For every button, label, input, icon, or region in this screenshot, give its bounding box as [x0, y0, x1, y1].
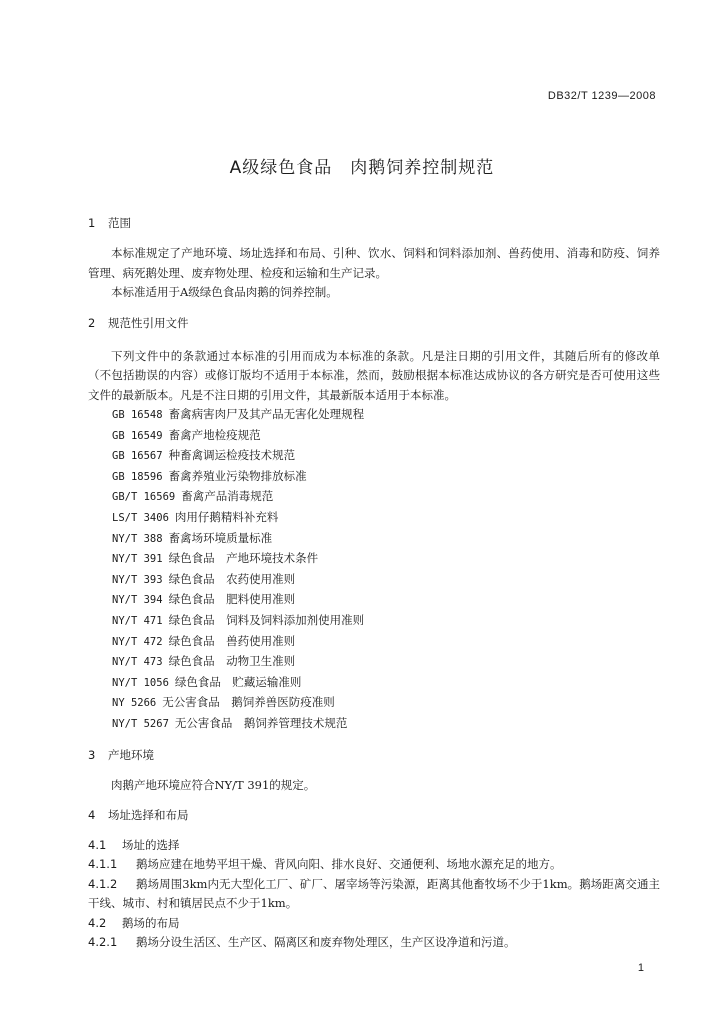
reference-code: GB 16548	[112, 409, 163, 421]
reference-title: 肉用仔鹅精料补充料	[174, 509, 279, 524]
scope-paragraph-1: 本标准规定了产地环境、场址选择和布局、引种、饮水、饲料和饲料添加剂、兽药使用、消毒和防疫、饲养管理、病死鹅处理、废弃物处理、检疫和运输和生产记录。	[88, 246, 660, 280]
document-title: A级绿色食品 肉鹅饲养控制规范	[229, 158, 495, 178]
reference-title: 畜禽病害肉尸及其产品无害化处理规程	[168, 407, 365, 421]
reference-item	[112, 487, 660, 508]
reference-code: LS/T 3406	[112, 511, 169, 524]
reference-code: GB 16567	[112, 450, 163, 463]
subsection-heading-4-2	[88, 914, 660, 933]
environment-paragraph: 肉鹅产地环境应符合NY/T 391的规定。	[111, 777, 316, 792]
section-heading-site-selection	[88, 806, 660, 825]
subsection-title: 鹅场的布局	[122, 915, 180, 930]
reference-title: 畜禽养殖业污染物排放标准	[168, 468, 307, 483]
section-heading-scope	[88, 214, 660, 233]
reference-title: 绿色食品 兽药使用准则	[168, 633, 296, 648]
subsection-number: 4.1	[88, 838, 107, 852]
reference-item	[112, 405, 660, 426]
reference-title: 绿色食品 动物卫生准则	[168, 654, 296, 669]
section-title: 产地环境	[108, 747, 154, 762]
clause-number: 4.1.1	[88, 857, 118, 871]
reference-item	[112, 673, 660, 694]
reference-item	[112, 693, 660, 714]
scope-paragraph-2: 本标准适用于A级绿色食品肉鹅的饲养控制。	[111, 285, 338, 299]
reference-item	[112, 446, 660, 467]
reference-item	[112, 652, 660, 673]
reference-title: 畜禽产品消毒规范	[181, 489, 274, 504]
subsection-title: 场址的选择	[122, 838, 180, 852]
reference-title: 绿色食品 肥料使用准则	[168, 592, 296, 607]
reference-code: NY/T 472	[112, 635, 163, 648]
reference-code: GB 18596	[112, 470, 163, 483]
reference-code: NY 5266	[112, 697, 157, 710]
clause-4-2-1	[88, 933, 660, 953]
reference-code: NY/T 1056	[112, 676, 169, 689]
reference-title: 无公害食品 鹅饲养管理技术规范	[174, 715, 348, 730]
clause-text: 鹅场分设生活区、生产区、隔离区和废弃物处理区，生产区设净道和污道。	[136, 934, 516, 949]
reference-code: NY/T 391	[112, 553, 163, 566]
reference-item	[112, 529, 660, 550]
reference-code: GB 16549	[112, 429, 163, 442]
page-number: 1	[637, 962, 644, 974]
reference-title: 绿色食品 农药使用准则	[168, 571, 296, 586]
reference-item	[112, 549, 660, 570]
reference-title: 种畜禽调运检疫技术规范	[168, 448, 296, 463]
reference-item	[112, 508, 660, 529]
reference-title: 无公害食品 鹅饲养兽医防疫准则	[162, 695, 335, 710]
section-title: 范围	[108, 216, 131, 230]
subsection-number: 4.2	[88, 915, 107, 930]
reference-item	[112, 714, 660, 735]
reference-item	[112, 467, 660, 488]
reference-code: NY/T 388	[112, 532, 163, 545]
references-intro: 下列文件中的条款通过本标准的引用而成为本标准的条款。凡是注日期的引用文件，其随后所有的修改单（不包括勘误的内容）或修订版均不适用于本标准，然而，鼓励根据本标准达成协议的各方研究是否可使用这些文件的最新版本。凡是不注日期的引用文件，其最新版本适用于本标准。	[88, 348, 660, 402]
subsection-heading-4-1	[88, 836, 660, 855]
reference-item	[112, 590, 660, 611]
section-heading-normative-references	[88, 314, 660, 333]
section-number: 3	[88, 747, 96, 762]
reference-list	[88, 405, 660, 735]
clause-number: 4.1.2	[88, 876, 118, 891]
section-number: 1	[88, 216, 96, 230]
reference-code: GB/T 16569	[112, 491, 176, 504]
reference-code: NY/T 5267	[112, 717, 169, 730]
reference-item	[112, 426, 660, 447]
reference-item	[112, 632, 660, 653]
reference-title: 畜禽产地检疫规范	[168, 427, 261, 442]
reference-code: NY/T 393	[112, 573, 163, 586]
reference-title: 绿色食品 贮藏运输准则	[174, 674, 302, 689]
section-number: 2	[88, 315, 96, 330]
section-heading-environment	[88, 746, 660, 765]
reference-title: 畜禽场环境质量标准	[168, 530, 273, 545]
document-body	[88, 214, 660, 952]
standard-code: DB32/T 1239—2008	[547, 90, 656, 102]
section-title: 场址选择和布局	[108, 808, 189, 822]
clause-4-1-2	[88, 875, 660, 914]
clause-text: 鹅场周围3km内无大型化工厂、矿厂、屠宰场等污染源，距离其他畜牧场不少于1km。鹅场距离交通主干线、城市、村和镇居民点不少于1km。	[88, 876, 660, 910]
reference-title: 绿色食品 产地环境技术条件	[168, 551, 319, 566]
section-number: 4	[88, 808, 96, 822]
reference-title: 绿色食品 饲料及饲料添加剂使用准则	[168, 612, 365, 627]
clause-number: 4.2.1	[88, 934, 118, 949]
clause-4-1-1	[88, 855, 660, 875]
reference-item	[112, 611, 660, 632]
reference-code: NY/T 394	[112, 594, 163, 607]
reference-code: NY/T 471	[112, 614, 163, 627]
reference-code: NY/T 473	[112, 656, 163, 669]
section-title: 规范性引用文件	[108, 315, 189, 330]
clause-text: 鹅场应建在地势平坦干燥、背风向阳、排水良好、交通便利、场地水源充足的地方。	[136, 857, 562, 871]
reference-item	[112, 570, 660, 591]
